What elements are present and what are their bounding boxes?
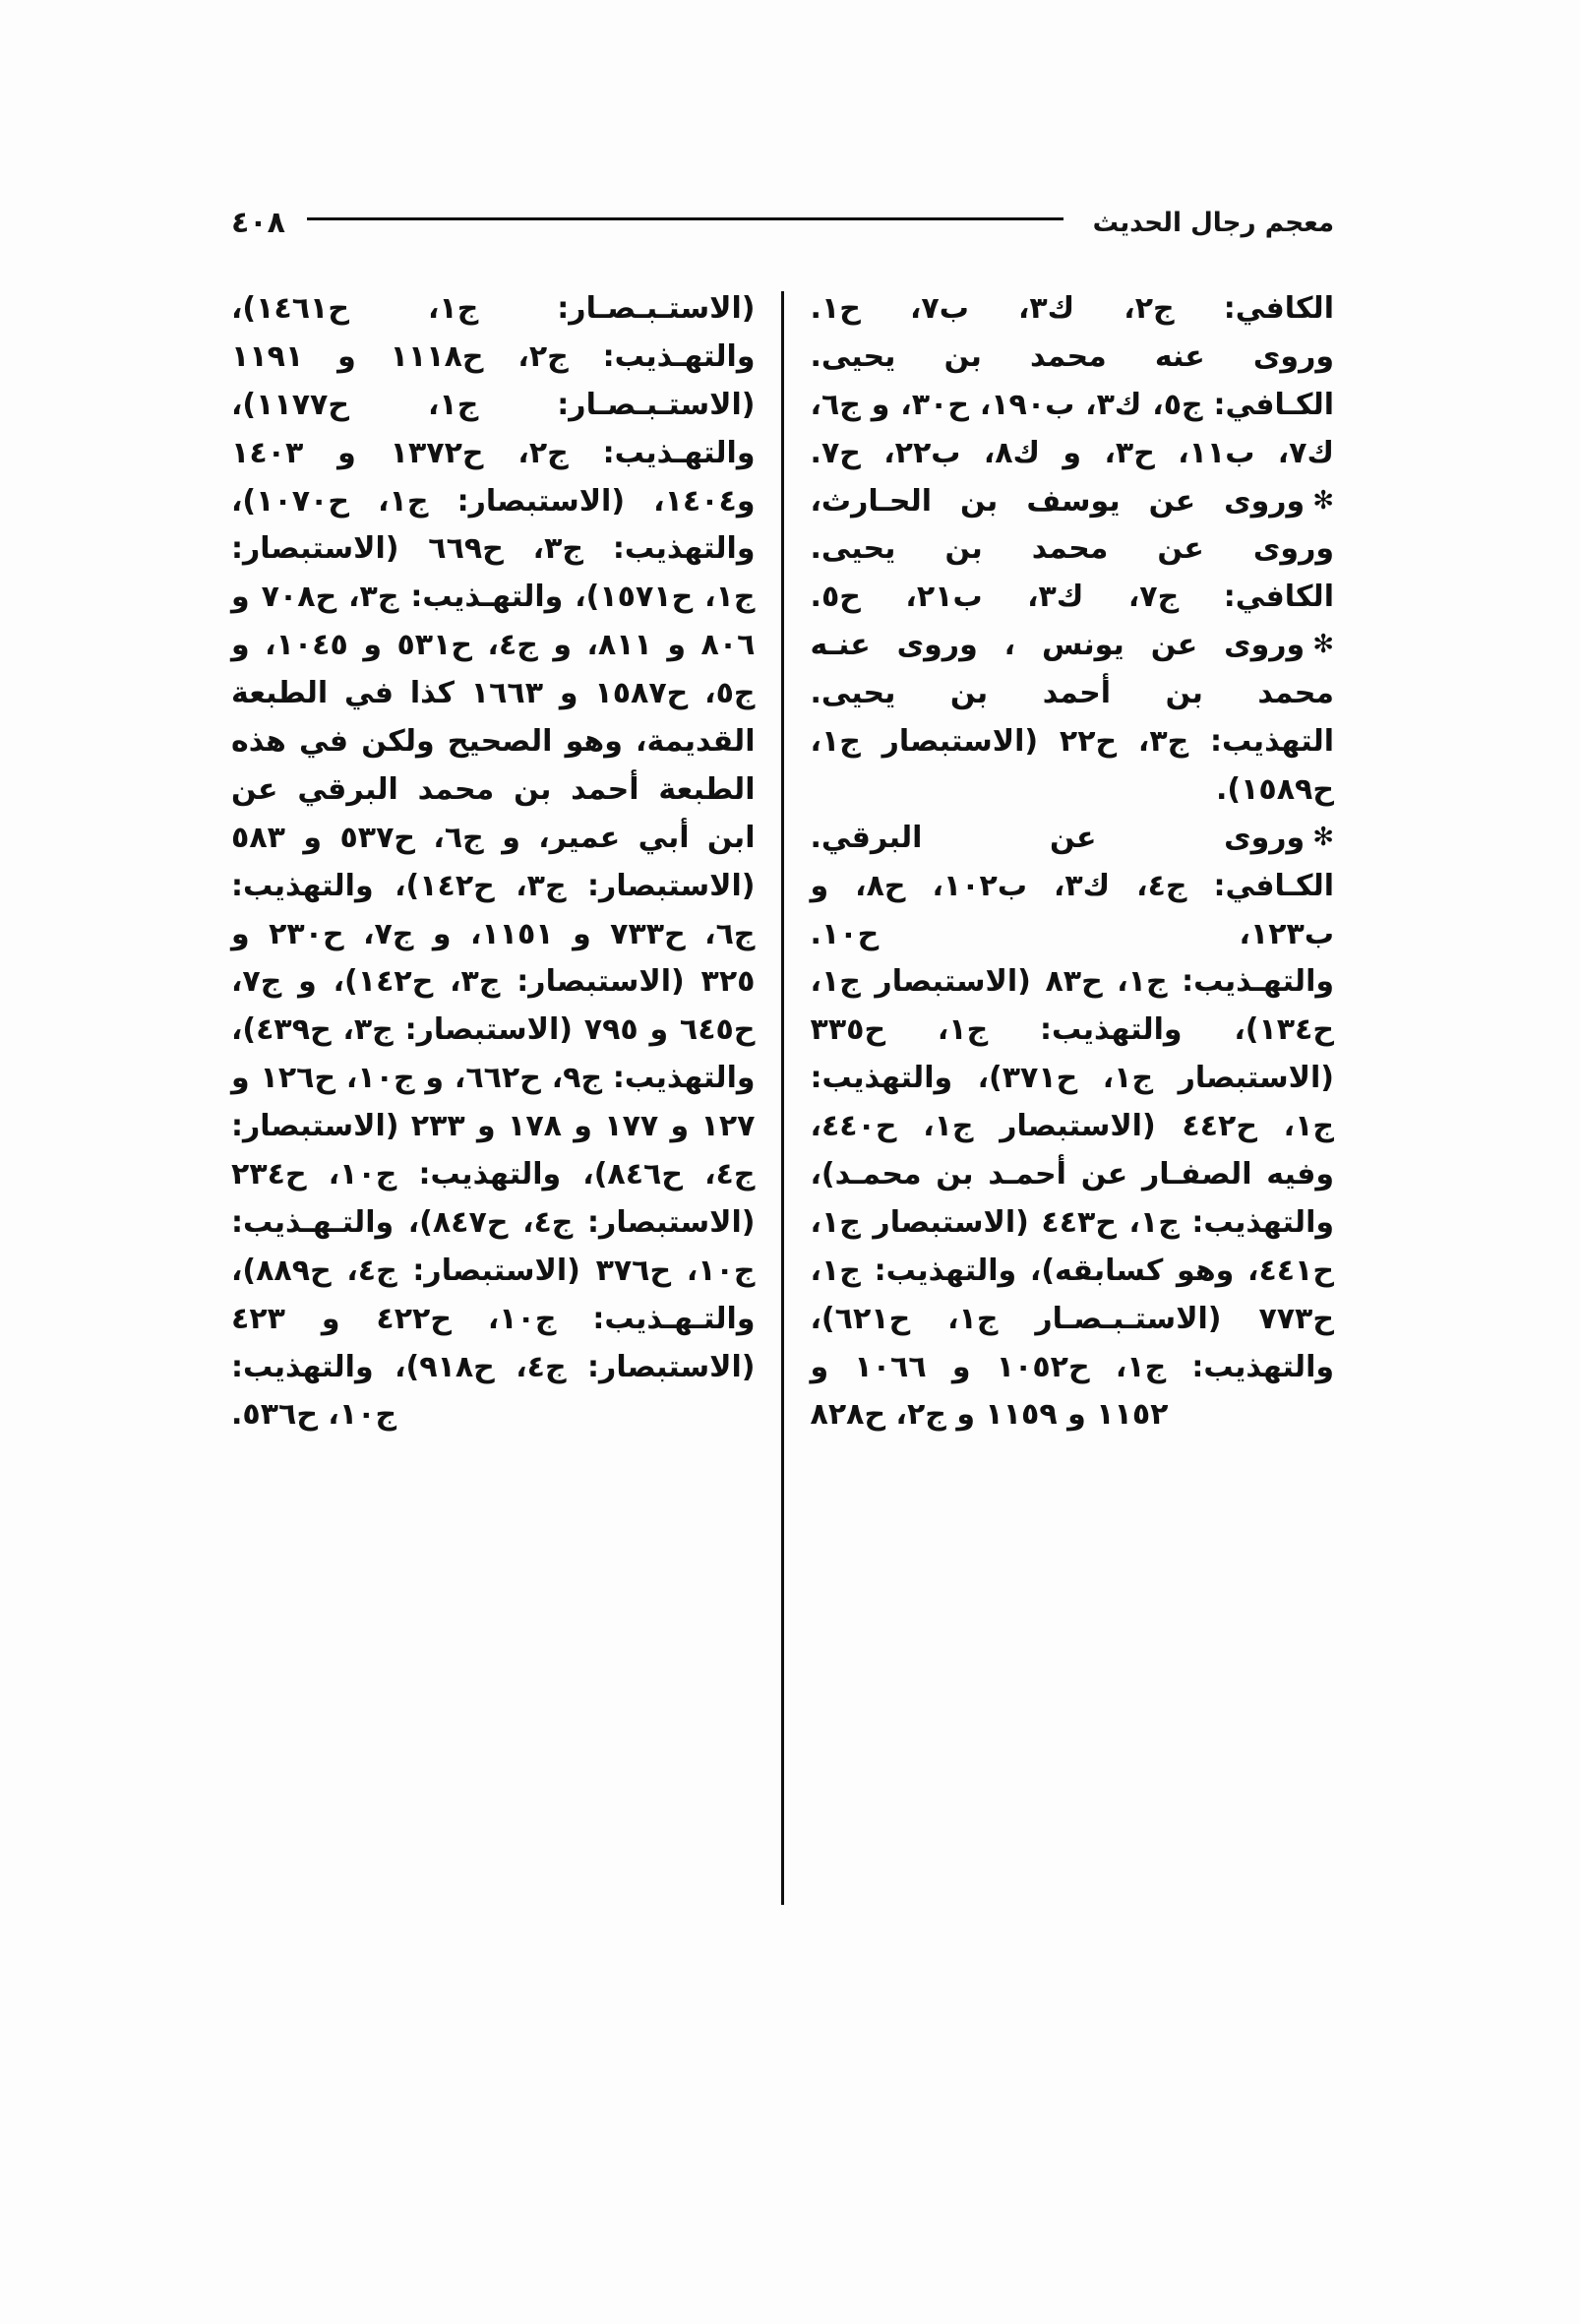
entry-paragraph: التهذيب: ج٣، ح٢٢ (الاستبصار ج١، ح١٥٨٩). xyxy=(810,724,1335,807)
book-title: معجم رجال الحديث xyxy=(1092,207,1334,238)
paragraph-text: وروى عن البرقي. xyxy=(810,820,1306,855)
entry-paragraph: والتهـذيب: ج١، ح٨٣ (الاستبصار ج١، ح١٣٤)، والتهذيب: ج١، ح٣٣٥ (الاستبصار ج١، ح٣٧١)، والتهذيب: ج١، ح٤٤٢ (الاستبصار ج١، ح٤٤٠، وفيه الصفـار عن أحمـد بن محمـد)، والتهذيب: ج١، ح٤٤٣ (الاستبصار ج١، ح٤٤١، وهو كسابقه)، والتهذيب: ج١، ح٧٧٣ (الاستـبـصـار ج١، ح٦٢١)، والتهذيب: ج١، ح١٠٥٢ و ١٠٦٦ و ١١٥٢ و ١١٥٩ و ج٢، ح٨٢٨ xyxy=(810,964,1335,1433)
entry-bullet-paragraph xyxy=(811,815,1334,863)
header-divider-rule xyxy=(307,217,1063,220)
entry-paragraph: الكافي: ج٢، ك٣، ب٧، ح١. xyxy=(810,291,1334,326)
paragraph-text: وروى عن يوسف بن الحـارث، وروى عن محمد بن يحيى. xyxy=(810,483,1334,567)
body-columns xyxy=(231,285,1335,1433)
page-header xyxy=(231,193,1334,252)
star-bullet-icon: ✻ xyxy=(1312,630,1334,660)
column-divider-rule xyxy=(781,291,784,1905)
paragraph-text: وروى عن يونس ، وروى عنـه محمد بن أحمد بن يحيى. xyxy=(810,628,1334,711)
column-left xyxy=(231,285,756,1433)
entry-paragraph: وروى عنه محمد بن يحيى. xyxy=(810,338,1334,374)
entry-paragraph: الكـافي: ج٤، ك٣، ب١٠٢، ح٨، و ب١٢٣، ح١٠. xyxy=(810,868,1334,951)
column-divider xyxy=(755,285,810,1379)
star-bullet-icon: ✻ xyxy=(1312,485,1334,516)
entry-bullet-paragraph xyxy=(811,478,1334,575)
entry-paragraph: الكافي: ج٧، ك٣، ب٢١، ح٥. xyxy=(810,580,1334,615)
column-right xyxy=(810,285,1335,1433)
star-bullet-icon: ✻ xyxy=(1312,822,1334,852)
page-number: ٤٠٨ xyxy=(231,205,285,240)
entry-paragraph: الكـافي: ج٥، ك٣، ب١٩٠، ح٣٠، و ج٦، ك٧، ب١١، ح٣، و ك٨، ب٢٢، ح٧. xyxy=(810,387,1335,470)
entry-bullet-paragraph xyxy=(811,622,1334,718)
entry-paragraph: (الاستـبـصـار: ج١، ح١٤٦١)، والتهـذيب: ج٢، ح١١١٨ و ١١٩١ (الاستـبـصـار: ج١، ح١١٧٧)، والتهـذيب: ج٢، ح١٣٧٢ و ١٤٠٣ و١٤٠٤، (الاستبصار: ج١، ح١٠٧٠)، والتهذيب: ج٣، ح٦٦٩ (الاستبصار: ج١، ح١٥٧١)، والتهـذيب: ج٣، ح٧٠٨ و ٨٠٦ و ٨١١، و ج٤، ح٥٣١ و ١٠٤٥، و ج٥، ح١٥٨٧ و ١٦٦٣ كذا في الطبعة القديمة، وهو الصحيح ولكن في هذه الطبعة أحمد بن محمد البرقي عن ابن أبي عمير، و ج٦، ح٥٣٧ و ٥٨٣ (الاستبصار: ج٣، ح١٤٢)، والتهذيب: ج٦، ح٧٣٣ و ١١٥١، و ج٧، ح٢٣٠ و ٣٢٥ (الاستبصار: ج٣، ح١٤٢)، و ج٧، ح٦٤٥ و ٧٩٥ (الاستبصار: ج٣، ح٤٣٩)، والتهذيب: ج٩، ح٦٦٢، و ج١٠، ح١٢٦ و ١٢٧ و ١٧٧ و ١٧٨ و ٢٣٣ (الاستبصار: ج٤، ح٨٤٦)، والتهذيب: ج١٠، ح٢٣٤ (الاستبصار: ج٤، ح٨٤٧)، والتـهـذيب: ج١٠، ح٣٧٦ (الاستبصار: ج٤، ح٨٨٩)، والتـهـذيب: ج١٠، ح٤٢٢ و ٤٢٣ (الاستبصار: ج٤، ح٩١٨)، والتهذيب: ج١٠، ح٥٣٦. xyxy=(231,291,756,1433)
